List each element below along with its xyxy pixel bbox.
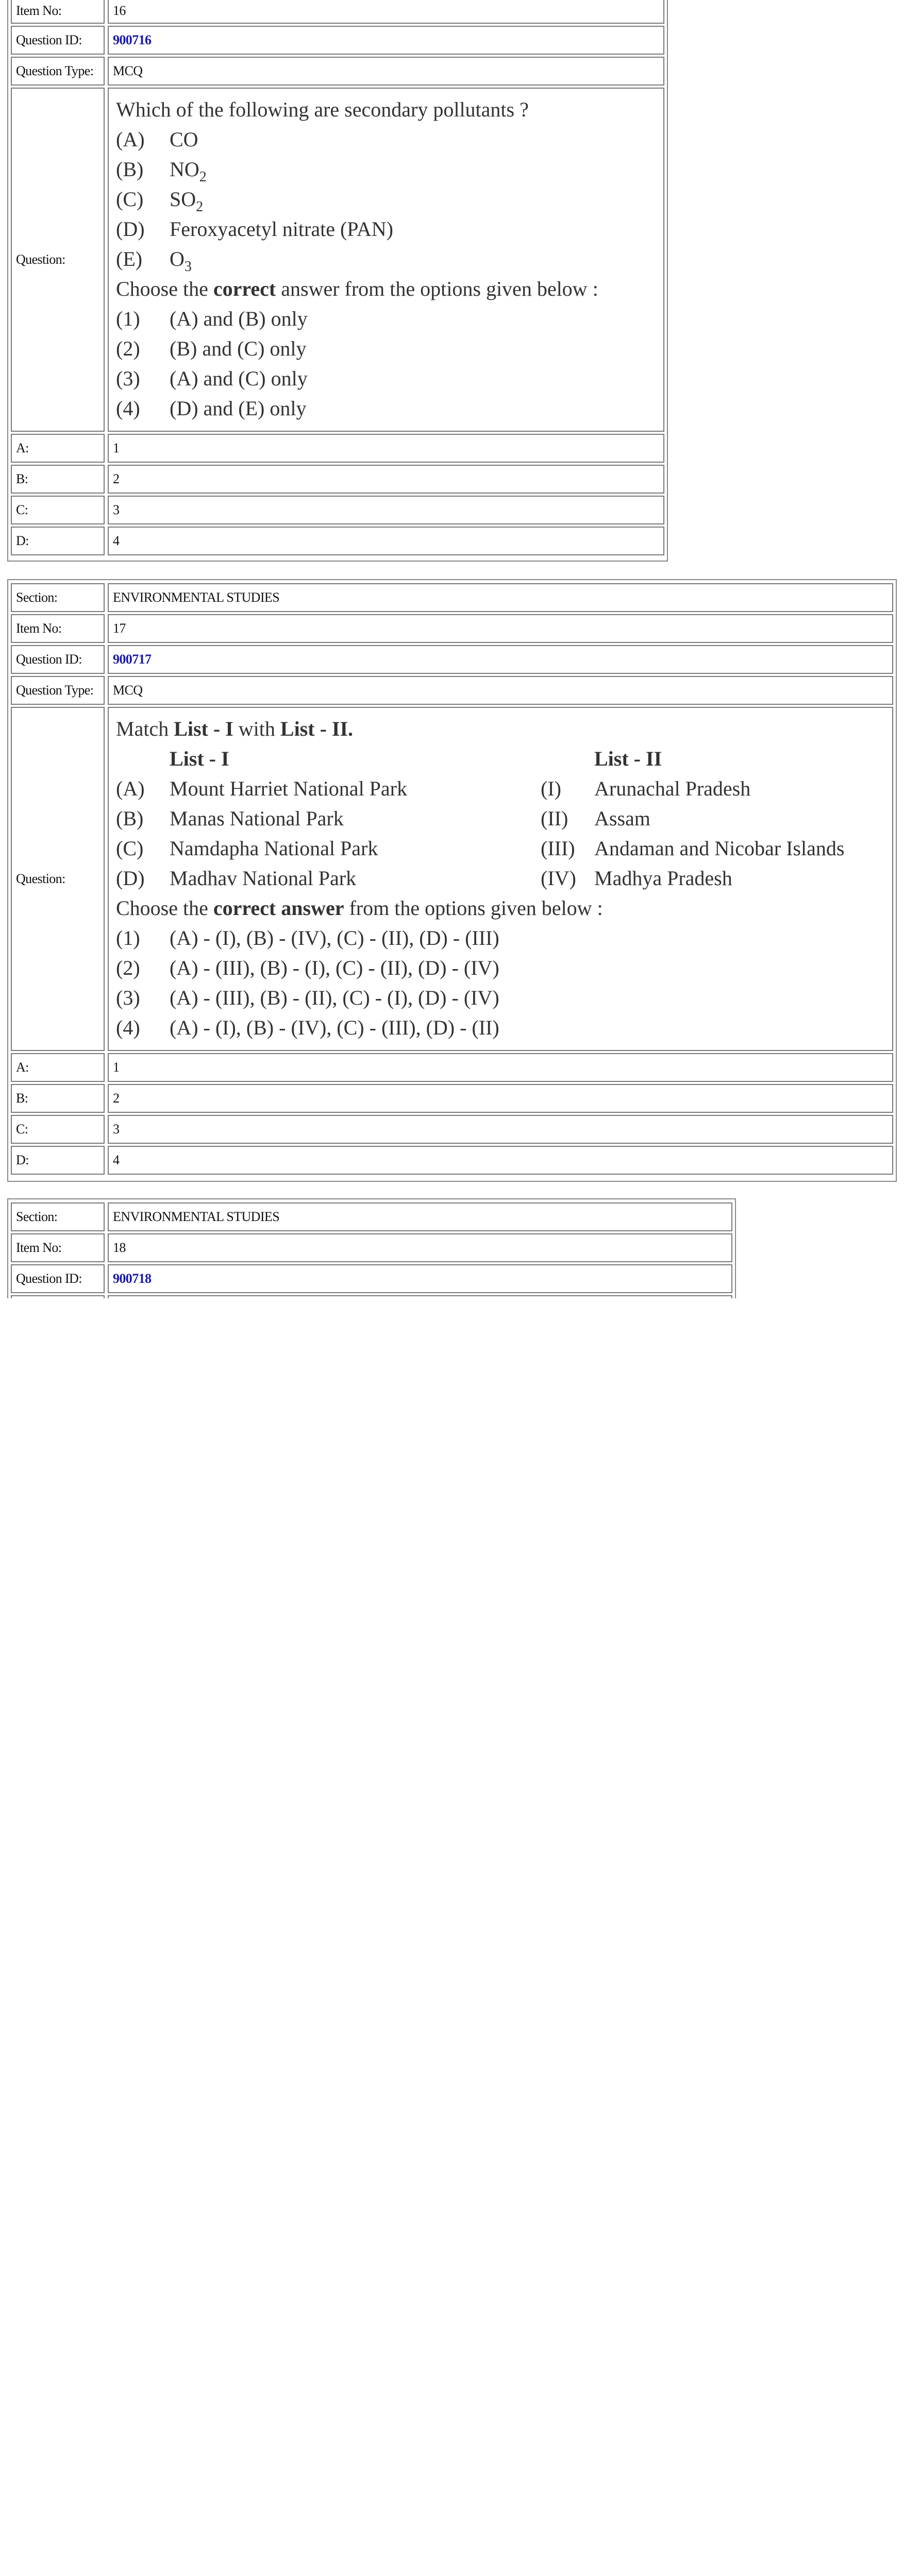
- question-stem: Match List - I with List - II.: [116, 717, 354, 740]
- answer-d-value: 4: [108, 527, 664, 555]
- match-row-a: (A) Mount Harriet National Park (I) Arunachal Pradesh: [116, 777, 751, 800]
- question-id-value: 900718: [108, 1264, 732, 1293]
- question-id-label: Question ID:: [11, 26, 105, 55]
- question-17-table: [7, 579, 897, 1182]
- question-stem: Which of the following are secondary pollutants ?: [116, 98, 529, 121]
- answer-option-2: (2) (B) and (C) only: [116, 337, 307, 360]
- option-a: (A) CO: [116, 128, 198, 151]
- answer-option-3: (3) (A) and (C) only: [116, 367, 308, 390]
- answer-b-value: 2: [108, 465, 664, 494]
- answer-c-label: C:: [11, 1115, 105, 1144]
- question-id-value: 900717: [108, 645, 893, 674]
- section-label: Section:: [11, 583, 105, 612]
- match-row-b: (B) Manas National Park (II) Assam: [116, 807, 650, 830]
- question-id-label: Question ID:: [11, 1264, 105, 1293]
- answer-b-label: B:: [11, 1084, 105, 1113]
- answer-a-label: A:: [11, 434, 105, 463]
- section-value: ENVIRONMENTAL STUDIES: [108, 1202, 732, 1231]
- item-no-value: 18: [108, 1233, 732, 1262]
- match-row-c: (C) Namdapha National Park (III) Andaman and Nicobar Islands: [116, 837, 845, 860]
- option-d: (D) Feroxyacetyl nitrate (PAN): [116, 217, 393, 241]
- answer-d-label: D:: [11, 527, 105, 555]
- question-id-value: 900716: [108, 26, 664, 55]
- answer-option-4: (4) (A) - (I), (B) - (IV), (C) - (III), (D) - (II): [116, 1016, 499, 1039]
- question-label: Question:: [11, 707, 105, 1051]
- match-row-d: (D) Madhav National Park (IV) Madhya Pradesh: [116, 867, 732, 890]
- list-headers: List - I List - II: [170, 747, 662, 770]
- answer-a-value: 1: [108, 1053, 893, 1082]
- answer-d-value: 4: [108, 1146, 893, 1175]
- answer-b-label: B:: [11, 465, 105, 494]
- answer-c-label: C:: [11, 496, 105, 524]
- answer-option-4: (4) (D) and (E) only: [116, 397, 307, 420]
- question-body: [108, 707, 893, 1051]
- item-no-label: Item No:: [11, 0, 105, 24]
- option-e: (E) $O_3$: [116, 247, 192, 275]
- section-label: Section:: [11, 1202, 105, 1231]
- answer-option-3: (3) (A) - (III), (B) - (II), (C) - (I), (D) - (IV): [116, 986, 499, 1009]
- option-b: (B) $NO_2$: [116, 158, 207, 185]
- question-type-value: MCQ: [108, 676, 893, 705]
- answer-option-1: (1) (A) and (B) only: [116, 307, 308, 330]
- item-no-label: Item No:: [11, 1233, 105, 1262]
- question-id-label: Question ID:: [11, 645, 105, 674]
- answer-a-label: A:: [11, 1053, 105, 1082]
- answer-d-label: D:: [11, 1146, 105, 1175]
- answer-c-value: 3: [108, 1115, 893, 1144]
- question-16-table: [7, 0, 668, 562]
- question-body: [108, 88, 664, 432]
- choose-instruction: Choose the correct answer from the options given below :: [116, 896, 603, 920]
- answer-option-1: (1) (A) - (I), (B) - (IV), (C) - (II), (D) - (III): [116, 926, 499, 950]
- option-c: (C) $SO_2$: [116, 188, 204, 215]
- answer-c-value: 3: [108, 496, 664, 524]
- item-no-value: 16: [108, 0, 664, 24]
- section-value: ENVIRONMENTAL STUDIES: [108, 583, 893, 612]
- answer-b-value: 2: [108, 1084, 893, 1113]
- question-type-label: Question Type:: [11, 57, 105, 86]
- question-type-value: MCQ: [108, 57, 664, 86]
- answer-a-value: 1: [108, 434, 664, 463]
- item-no-value: 17: [108, 614, 893, 643]
- choose-instruction: Choose the correct answer from the options given below :: [116, 277, 598, 300]
- item-no-label: Item No:: [11, 614, 105, 643]
- question-label: Question:: [11, 88, 105, 432]
- answer-option-2: (2) (A) - (III), (B) - (I), (C) - (II), (D) - (IV): [116, 956, 499, 979]
- page-footer: [0, 1298, 920, 1404]
- question-type-label: Question Type:: [11, 676, 105, 705]
